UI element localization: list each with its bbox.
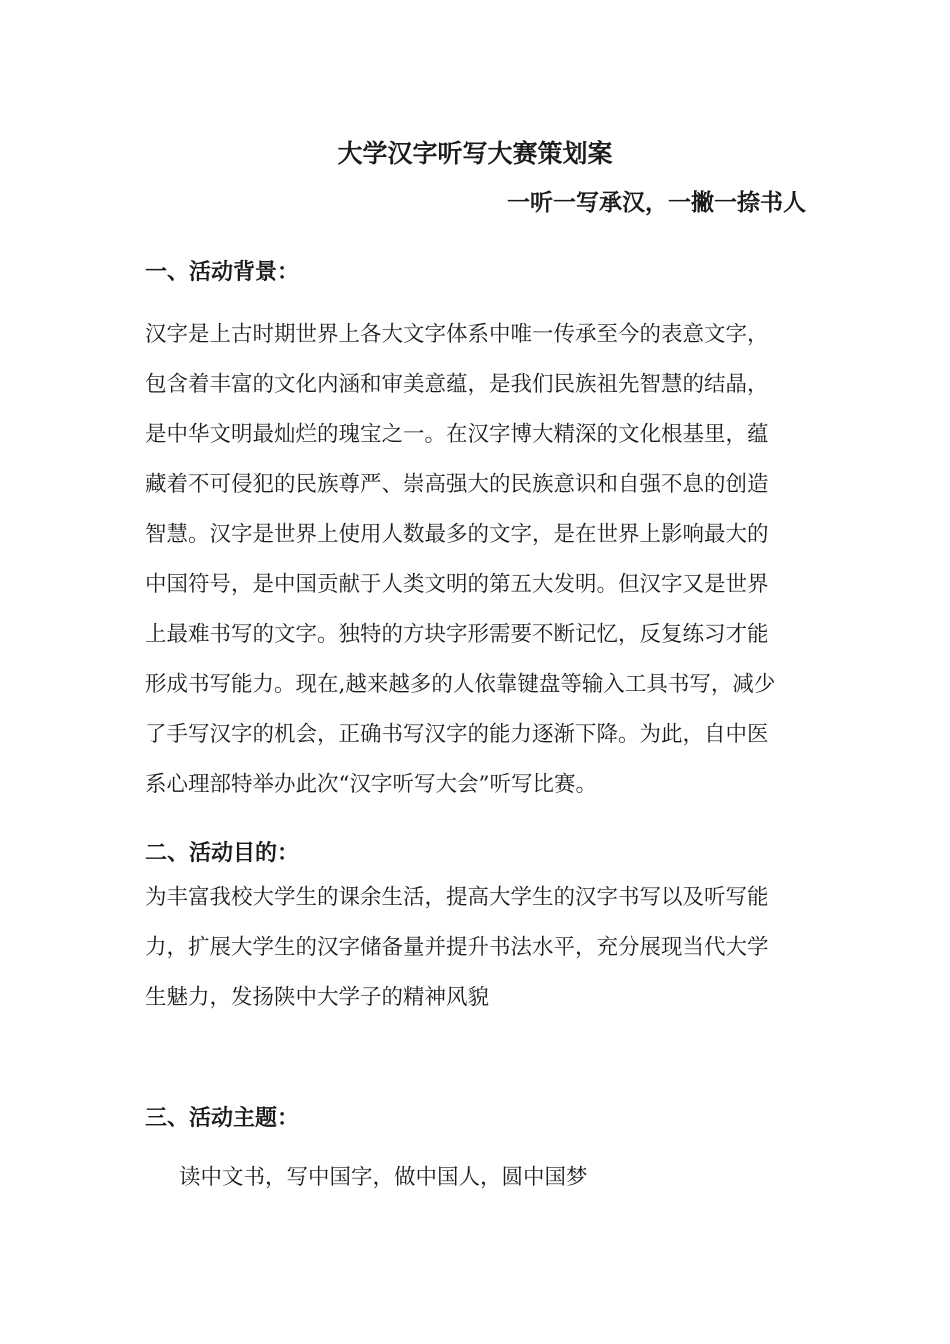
body-line: 了手写汉字的机会，正确书写汉字的能力逐渐下降。为此，自中医 [145,722,769,747]
document-title: 大学汉字听写大赛策划案 [337,139,613,168]
body-line: 是中华文明最灿烂的瑰宝之一。在汉字博大精深的文化根基里，蕴 [145,422,769,447]
body-line: 为丰富我校大学生的课余生活，提高大学生的汉字书写以及听写能 [145,885,769,910]
section-heading-purpose: 二、活动目的： [145,840,300,866]
section-heading-background: 一、活动背景： [145,259,300,285]
section-heading-theme: 三、活动主题： [145,1105,300,1131]
document-subtitle: 一听一写承汉，一撇一捺书人 [507,189,806,216]
section-body-background [145,310,805,810]
theme-line: 读中文书，写中国字，做中国人，圆中国梦 [179,1165,588,1190]
body-line: 智慧。汉字是世界上使用人数最多的文字，是在世界上影响最大的 [145,522,769,547]
body-line: 生魅力，发扬陕中大学子的精神风貌 [145,985,490,1010]
body-line: 藏着不可侵犯的民族尊严、崇高强大的民族意识和自强不息的创造 [145,472,769,497]
body-line: 汉字是上古时期世界上各大文字体系中唯一传承至今的表意文字， [145,322,769,347]
body-line: 力，扩展大学生的汉字储备量并提升书法水平，充分展现当代大学 [145,935,769,960]
body-line: 上最难书写的文字。独特的方块字形需要不断记忆，反复练习才能 [145,622,769,647]
body-line: 形成书写能力。现在,越来越多的人依靠键盘等输入工具书写，减少 [145,672,776,697]
section-body-purpose [145,873,805,1023]
body-line: 中国符号，是中国贡献于人类文明的第五大发明。但汉字又是世界 [145,572,769,597]
body-line: 系心理部特举办此次“汉字听写大会”听写比赛。 [145,772,597,797]
body-line: 包含着丰富的文化内涵和审美意蕴，是我们民族祖先智慧的结晶， [145,372,769,397]
